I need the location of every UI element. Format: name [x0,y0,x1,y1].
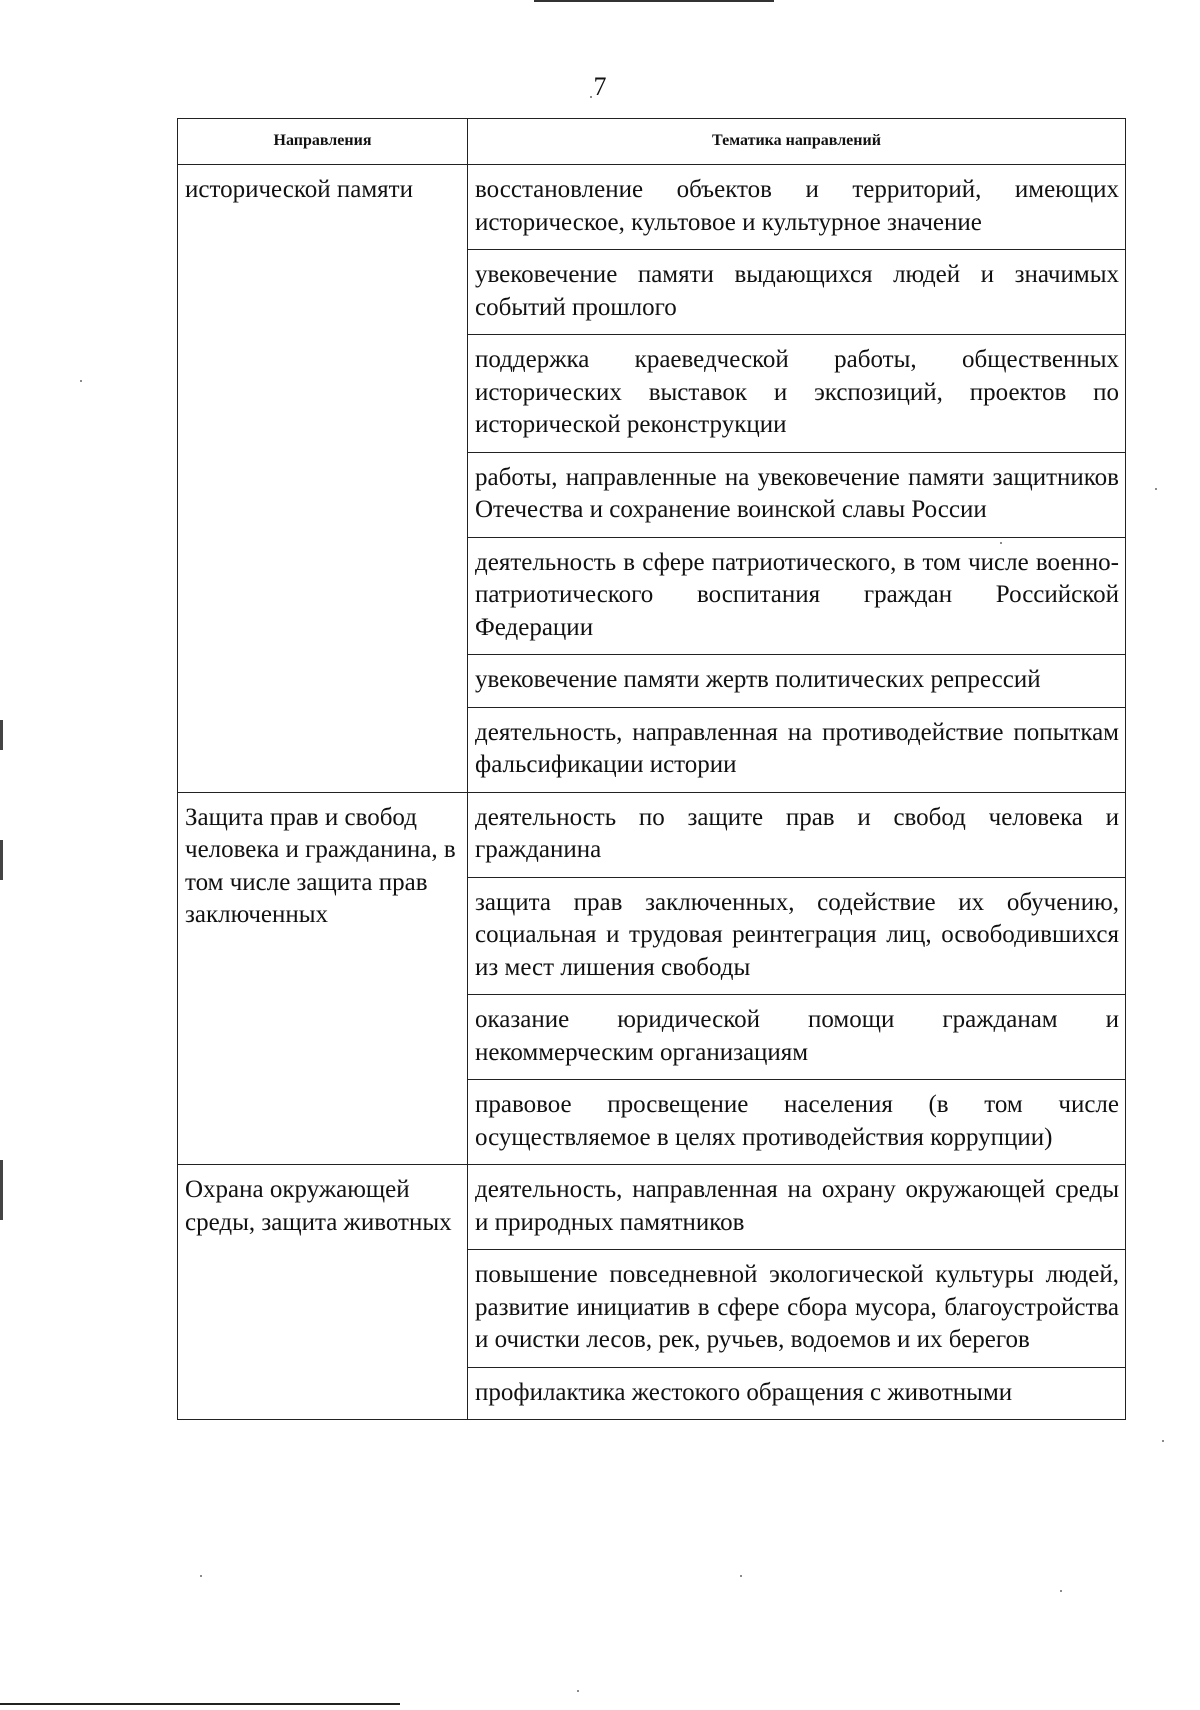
scan-speck [1162,1440,1164,1442]
topic-cell: работы, направленные на увековечение памяти защитников Отечества и сохранение воинской славы России [468,452,1126,537]
scan-speck [1155,488,1157,490]
topic-cell: оказание юридической помощи гражданам и некоммерческим организациям [468,995,1126,1080]
direction-cell: Охрана окружающей среды, защита животных [178,1165,468,1420]
scan-speck [740,1575,742,1577]
scan-artifact-edge-mark [0,720,3,750]
topic-cell: восстановление объектов и территорий, имеющих историческое, культовое и культурное значение [468,165,1126,250]
topic-cell: деятельность, направленная на охрану окружающей среды и природных памятников [468,1165,1126,1250]
topic-cell: увековечение памяти жертв политических репрессий [468,655,1126,708]
table-row [178,1165,1126,1250]
topic-cell: увековечение памяти выдающихся людей и значимых событий прошлого [468,250,1126,335]
topic-cell: правовое просвещение населения (в том числе осуществляемое в целях противодействия коррупции) [468,1080,1126,1165]
table-body [178,165,1126,1420]
table-row [178,165,1126,250]
table-header-row [178,119,1126,165]
scan-artifact-edge-mark [0,1160,3,1220]
direction-cell: Защита прав и свобод человека и гражданина, в том числе защита прав заключенных [178,792,468,1165]
topic-cell: повышение повседневной экологической культуры людей, развитие инициатив в сфере сбора мусора, благоустройства и очистки лесов, рек, ручьев, водоемов и их берегов [468,1250,1126,1368]
topic-cell: защита прав заключенных, содействие их обучению, социальная и трудовая реинтеграция лиц, освободившихся из мест лишения свободы [468,877,1126,995]
topic-cell: деятельность в сфере патриотического, в том числе военно-патриотического воспитания граждан Российской Федерации [468,537,1126,655]
scan-speck [80,380,82,382]
scan-artifact-top-line [534,0,774,2]
scan-speck [1060,1590,1062,1592]
direction-cell: исторической памяти [178,165,468,793]
table-row [178,792,1126,877]
scan-speck [200,1575,202,1577]
scan-artifact-edge-mark [0,840,3,880]
topic-cell: деятельность по защите прав и свобод человека и гражданина [468,792,1126,877]
topic-cell: поддержка краеведческой работы, общественных исторических выставок и экспозиций, проектов по исторической реконструкции [468,335,1126,453]
topic-cell: деятельность, направленная на противодействие попыткам фальсификации истории [468,707,1126,792]
directions-table [177,118,1126,1420]
header-directions: Направления [178,119,468,165]
scan-speck [577,1690,579,1692]
header-topics: Тематика направлений [468,119,1126,165]
page-number: 7 [593,72,607,101]
topic-cell: профилактика жестокого обращения с животными [468,1367,1126,1420]
scan-artifact-bottom-line [0,1703,400,1705]
